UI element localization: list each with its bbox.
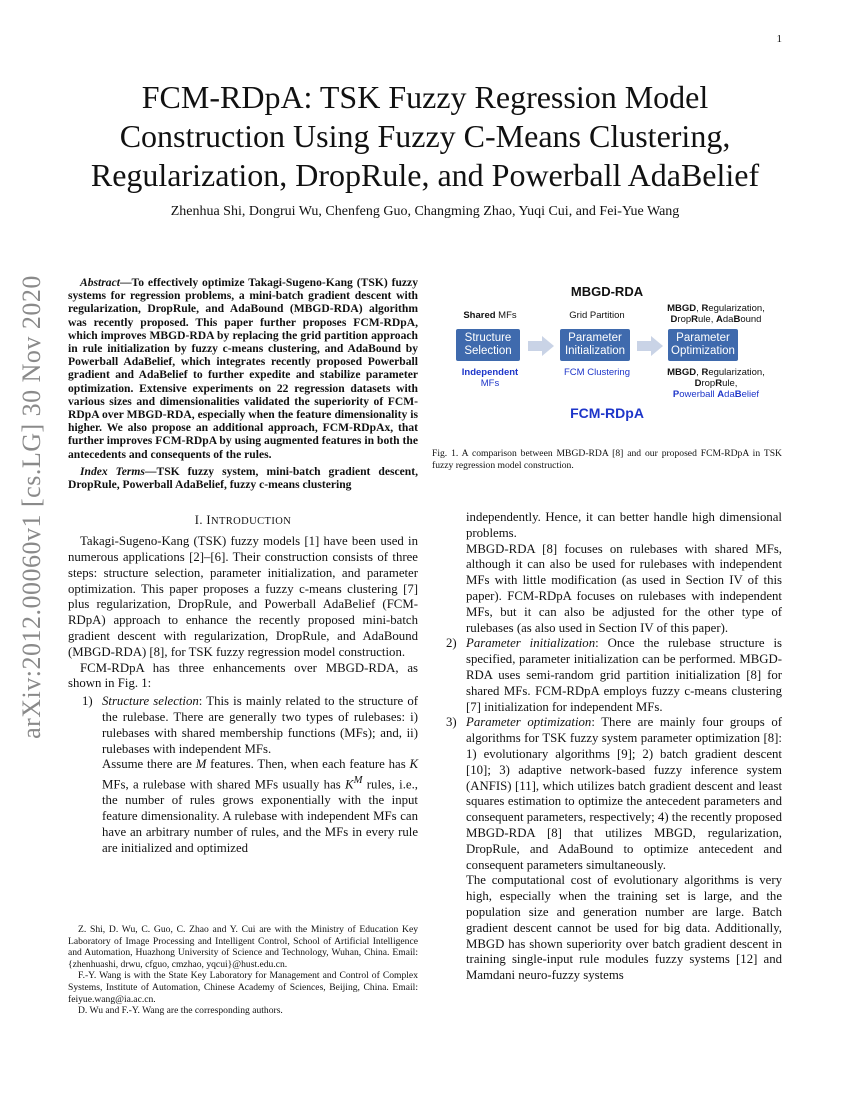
text-run: elief — [741, 389, 760, 400]
text-run: ule, — [722, 378, 738, 389]
text-run: R — [701, 303, 709, 314]
list-item-text: : There are mainly four groups of algorithms for TSK fuzzy system parameter optimization [8]: 1) evolutionary algorithms [9]; 2) batch gradient descent [10]; 3) adaptive network-based fuzzy inference system (ANFIS) [11], which utilizes batch gradient descent and least squares estimation to optimize the antecedent parameters and consequent parameters, respectively; 4) the recently proposed MBGD-RDA [8] that utilizes MBGD, regularization, DropRule, and AdaBound to optimize antecedent and consequent parameters simultaneously. — [466, 715, 782, 872]
page-number: 1 — [776, 33, 782, 45]
math-var: K — [409, 757, 418, 772]
arxiv-watermark — [8, 262, 56, 752]
text-run: da — [722, 314, 734, 325]
list-item-number: 2) — [446, 636, 457, 651]
text-run: A — [715, 314, 723, 325]
box-parameter-optimization: Parameter Optimization — [668, 329, 738, 361]
list-item-label: Parameter optimization — [466, 715, 592, 730]
text-run: R — [715, 378, 723, 389]
index-terms — [68, 465, 418, 491]
top-label-shared-mfs — [450, 310, 530, 321]
footnote-affiliation-2: F.-Y. Wang is with the State Key Laboratory for Management and Control of Complex Systems, Institute of Automation, Chinese Academy of Sciences, Beijing, China. Email: feiyue.wang@ia.ac.cn. — [68, 970, 418, 1005]
list-item-continuation — [68, 757, 418, 856]
text-run: MFs, a rulebase with shared MFs usually has — [102, 777, 346, 792]
list-item — [432, 636, 782, 715]
text-run: MFs — [495, 310, 517, 321]
list-item-number: 3) — [446, 715, 457, 730]
list-item-label: Parameter initialization — [466, 636, 596, 651]
arrow-icon — [637, 336, 663, 356]
text-run: MFs — [480, 378, 500, 389]
figure-1 — [432, 276, 782, 436]
section-heading-introduction — [68, 513, 418, 528]
index-terms-lead: Index Terms — [80, 464, 145, 478]
text-run: Independent — [461, 367, 519, 378]
footnote-affiliation-1: Z. Shi, D. Wu, C. Guo, C. Zhao and Y. Cui are with the Ministry of Education Key Laboratory of Image Processing and Intelligent Control, School of Artificial Intelligence and Automation, Huazhong University of Science and Technology, Wuhan, China. Email: {zhenhuashi, drwu, cfguo, cmzhao, yqcui}@hust.edu.cn. — [68, 924, 418, 970]
text-run: rop — [701, 378, 716, 389]
text-run: features. Then, when each feature has — [206, 757, 410, 772]
text-run: MBGD — [667, 367, 697, 378]
list-item-continuation: The computational cost of evolutionary algorithms is very high, especially when the training set is large, and the population size and generation number are large. Batch gradient descent cannot be used for big data. Additionally, MBGD has shown superiority over batch gradient descent in training single-input rule modules fuzzy systems [12] and Mamdani neuro-fuzzy systems — [466, 873, 782, 983]
figure-title-fcm-rdpa: FCM-RDpA — [570, 405, 644, 421]
text-run: R — [691, 314, 699, 325]
author-list: Zhenhua Shi, Dongrui Wu, Chenfeng Guo, Changming Zhao, Yuqi Cui, and Fei-Yue Wang — [170, 204, 680, 219]
section-title-cap: I — [206, 513, 211, 528]
right-column-text — [432, 510, 782, 984]
text-run: A — [717, 389, 725, 400]
list-item-continuation: MBGD-RDA [8] focuses on rulebases with shared MFs, although it can also be used for rulebases with independent MFs with little modification (as used in Section IV of this paper). FCM-RDpA focuses on rulebases with independent MFs, but it can also be adjusted for the other type of rulebases (as also used in Section IV of this paper). — [466, 541, 782, 635]
text-run: rules, i.e., the number of rules grows exponentially with the input feature dimensionality. A rulebase with independent MFs can have an arbitrary number of rules, and the MFs in every rule are initialized and optimized — [102, 777, 418, 855]
list-item — [68, 694, 418, 757]
list-item — [432, 715, 782, 873]
section-number: I. — [194, 513, 207, 528]
section-title-rest: NTRODUCTION — [210, 516, 292, 528]
arrow-icon — [528, 336, 554, 356]
text-run: P — [672, 389, 680, 400]
figure-caption: Fig. 1. A comparison between MBGD-RDA [8] and our proposed FCM-RDpA in TSK fuzzy regression model construction. — [432, 448, 782, 471]
text-run: da — [724, 389, 735, 400]
index-terms-text: —TSK fuzzy system, mini-batch gradient descent, DropRule, Powerball AdaBelief, fuzzy c-means clustering — [68, 464, 418, 492]
box-structure-selection: Structure Selection — [456, 329, 520, 361]
math-var: M — [195, 757, 207, 772]
list-item-continuation: independently. Hence, it can better handle high dimensional problems. — [466, 510, 782, 540]
top-label-mbgd-rda — [650, 303, 782, 325]
text-run: egularization, — [708, 303, 765, 314]
text-run: owerball — [679, 389, 718, 400]
arxiv-id: arXiv:2012.00060v1 [cs.LG] 30 Nov 2020 — [17, 275, 46, 739]
bottom-label-independent-mfs — [450, 367, 530, 389]
text-run: Shared — [463, 310, 496, 321]
right-column-figure — [432, 276, 782, 472]
list-item-label: Structure selection — [102, 694, 199, 709]
text-run: MBGD — [667, 303, 697, 314]
math-exponent: M — [353, 775, 363, 787]
abstract — [68, 276, 418, 461]
text-run: ound — [740, 314, 762, 325]
text-run: ule, — [698, 314, 716, 325]
text-run: B — [734, 389, 742, 400]
bottom-label-fcm-rdpa — [650, 367, 782, 400]
text-run: , — [696, 303, 702, 314]
text-run: , — [696, 367, 702, 378]
text-run: rop — [677, 314, 692, 325]
text-run: B — [733, 314, 741, 325]
footnote-corresponding: D. Wu and F.-Y. Wang are the corresponding authors. — [78, 1005, 283, 1017]
abstract-text: —To effectively optimize Takagi-Sugeno-Kang (TSK) fuzzy systems for regression problems, a mini-batch gradient descent with regularization, DropRule, and AdaBound (MBGD-RDA) algorithm was recently proposed. This paper further proposes FCM-RDpA, which improves MBGD-RDA by replacing the grid partition approach in rule initialization by fuzzy c-means clustering, and AdaBound by Powerball AdaBelief, which integrates recently proposed Powerball gradient and AdaBelief to further expedite and stabilize parameter optimization. Extensive experiments on 22 regression datasets with various sizes and dimensionalities validated the superiority of FCM-RDpA over MBGD-RDA, especially when the feature dimensionality is higher. We also propose an additional approach, FCM-RDpAx, that further improves FCM-RDpA by using augmented features in both the antecedents and consequents of the rules. — [68, 276, 418, 461]
left-column — [68, 276, 418, 856]
list-item-number: 1) — [82, 694, 93, 709]
footnotes — [68, 924, 418, 1017]
text-run: egularization, — [708, 367, 765, 378]
abstract-lead: Abstract — [80, 276, 120, 289]
list-item-text: : Once the rulebase structure is specified, parameter initialization can be performed. MBGD-RDA uses semi-random grid partition initialization [8] for shared MFs. FCM-RDpA employs fuzzy c-means clustering [7] initialization for independent MFs. — [466, 636, 782, 714]
top-label-grid-partition: Grid Partition — [569, 310, 625, 321]
list-item-text: : This is mainly related to the structure of the rulebase. There are generally two types of rulebases: i) rulebases with shared membership functions (MFs); and, ii) rulebases with independent MFs. — [102, 694, 418, 756]
box-parameter-initialization: Parameter Initialization — [560, 329, 630, 361]
text-run: D — [670, 314, 678, 325]
bottom-label-fcm-clustering: FCM Clustering — [564, 367, 630, 378]
figure-title-mbgd-rda: MBGD-RDA — [570, 284, 644, 299]
paper-title: FCM-RDpA: TSK Fuzzy Regression Model Construction Using Fuzzy C-Means Clustering, Regularization, DropRule, and Powerball AdaBelief — [90, 79, 760, 193]
enhancement-list — [68, 694, 418, 856]
text-run: R — [701, 367, 709, 378]
intro-paragraph-2: FCM-RDpA has three enhancements over MBGD-RDA, as shown in Fig. 1: — [68, 660, 418, 691]
intro-paragraph-1: Takagi-Sugeno-Kang (TSK) fuzzy models [1] have been used in numerous applications [2]–[6]. Their construction consists of three steps: structure selection, parameter initialization, and parameter optimization. This paper proposes a fuzzy c-means clustering [7] plus regularization, DropRule, and Powerball AdaBelief (FCM-RDpA) approach to enhance the recently proposed mini-batch gradient descent with regularization, DropRule, and AdaBound (MBGD-RDA) [8], for TSK fuzzy regression model construction. — [68, 534, 418, 659]
text-run: Assume there are — [102, 757, 196, 772]
math-var: K — [345, 777, 354, 792]
text-run: D — [694, 378, 702, 389]
